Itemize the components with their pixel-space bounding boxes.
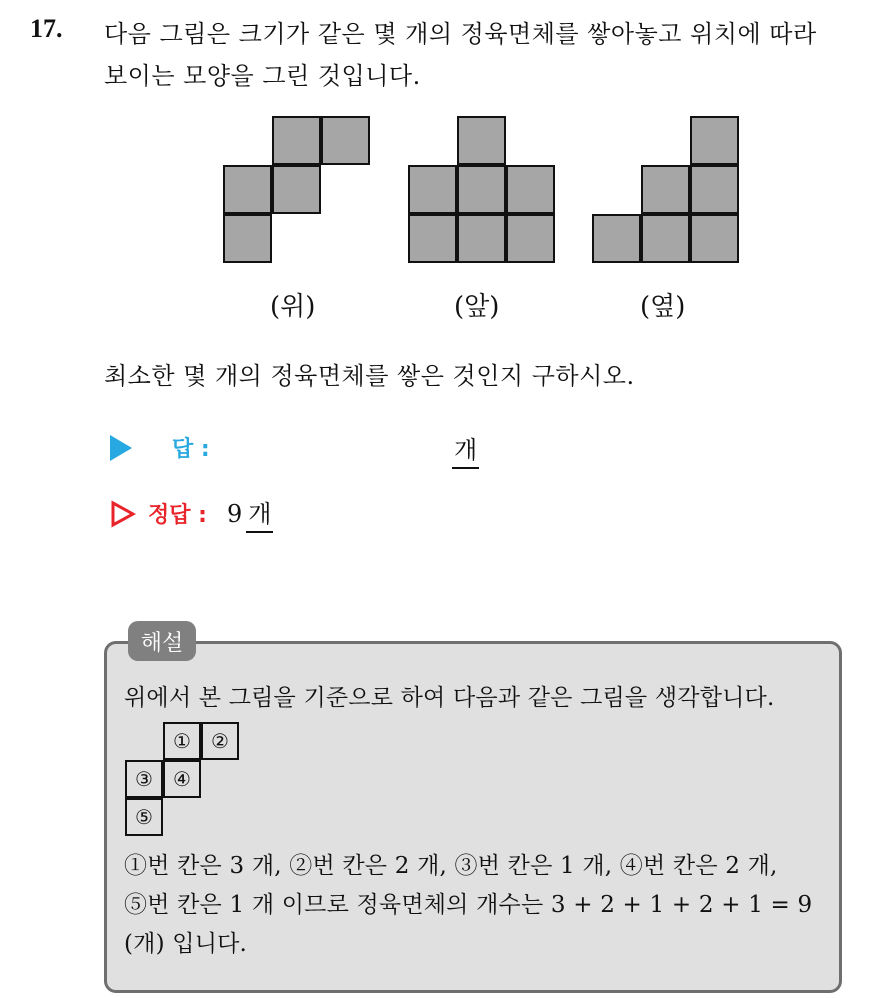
side-view-cell <box>592 214 641 263</box>
correct-answer-unit: 개 <box>246 494 273 533</box>
front-view-cell <box>506 165 555 214</box>
question-number: 17. <box>30 14 63 43</box>
correct-answer-row <box>110 494 273 533</box>
question-text-line1: 다음 그림은 크기가 같은 몇 개의 정육면체를 쌓아놓고 위치에 따라 <box>104 20 817 48</box>
side-view-cell <box>641 214 690 263</box>
question-text-line2: 보이는 모양을 그린 것입니다. <box>104 62 421 90</box>
front-view-label: (앞) <box>454 292 500 322</box>
explanation-tab: 해설 <box>128 621 196 661</box>
top-view-label: (위) <box>270 292 316 322</box>
front-view-cell <box>457 116 506 165</box>
front-view-cell <box>457 165 506 214</box>
side-view-figure <box>592 116 742 266</box>
play-arrow-icon <box>110 435 132 461</box>
front-view-cell <box>408 214 457 263</box>
front-view-cell <box>457 214 506 263</box>
correct-answer-label: 정답 : <box>148 503 207 528</box>
grid-cell-4: ④ <box>163 760 201 798</box>
top-view-cell <box>272 165 321 214</box>
front-view-figure <box>408 116 558 266</box>
play-outline-icon <box>110 500 136 528</box>
explanation-line3: ⑤번 칸은 1 개 이므로 정육면체의 개수는 3 + 2 + 1 + 2 + 1 = 9 <box>124 892 813 918</box>
top-view-cell <box>321 116 370 165</box>
explanation-line2: ①번 칸은 3 개, ②번 칸은 2 개, ③번 칸은 1 개, ④번 칸은 2 개, <box>124 853 778 879</box>
side-view-cell <box>690 214 739 263</box>
correct-answer-value: 9 <box>226 499 243 528</box>
front-view-cell <box>408 165 457 214</box>
grid-cell-5: ⑤ <box>125 798 163 836</box>
grid-cell-2: ② <box>201 722 239 760</box>
answer-unit[interactable]: 개 <box>452 430 479 469</box>
front-view-cell <box>506 214 555 263</box>
side-view-label: (옆) <box>640 292 686 322</box>
top-view-cell <box>223 165 272 214</box>
explanation-line4: (개) 입니다. <box>124 931 248 957</box>
side-view-cell <box>690 165 739 214</box>
grid-cell-3: ③ <box>125 760 163 798</box>
side-view-cell <box>641 165 690 214</box>
top-view-figure <box>223 116 373 266</box>
question-prompt: 최소한 몇 개의 정육면체를 쌓은 것인지 구하시오. <box>104 362 635 390</box>
top-view-cell <box>272 116 321 165</box>
answer-row <box>110 432 210 463</box>
side-view-cell <box>690 116 739 165</box>
top-view-cell <box>223 214 272 263</box>
explanation-line1: 위에서 본 그림을 기준으로 하여 다음과 같은 그림을 생각합니다. <box>124 685 775 711</box>
numbered-grid <box>125 722 241 838</box>
answer-label: 답 : <box>172 437 210 462</box>
grid-cell-1: ① <box>163 722 201 760</box>
